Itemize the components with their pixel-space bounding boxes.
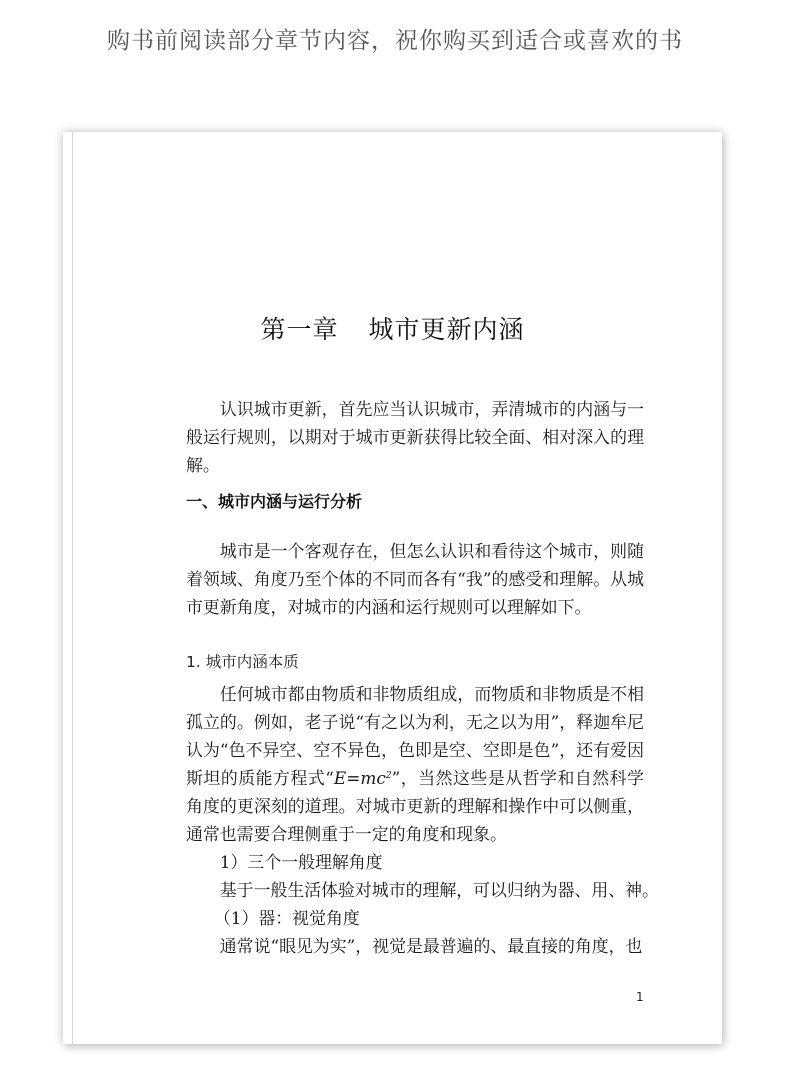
point-text: 基于一般生活体验对城市的理解，可以归纳为器、用、神。 <box>219 880 659 900</box>
chapter-number: 第一章 <box>260 315 339 344</box>
formula <box>334 768 392 788</box>
item-heading: （1）器：视觉角度 <box>213 908 360 928</box>
intro-paragraph: 认识城市更新，首先应当认识城市，弄清城市的内涵与一般运行规则，以期对于城市更新获得比较全面、相对深入的理解。 <box>186 399 644 475</box>
section-paragraph-block <box>186 537 644 621</box>
section-heading: 一、城市内涵与运行分析 <box>186 492 363 511</box>
item-text: 通常说“眼见为实”，视觉是最普遍的、最直接的角度，也 <box>219 936 643 956</box>
subsection-heading: 1. 城市内涵本质 <box>186 653 299 671</box>
points-block <box>186 848 659 960</box>
section-paragraph: 城市是一个客观存在，但怎么认识和看待这个城市，则随着领域、角度乃至个体的不同而各有“我”的感受和理解。从城市更新角度，对城市的内涵和运行规则可以理解如下。 <box>186 541 644 617</box>
formula-base: E=mc <box>333 768 386 788</box>
paragraph-text-part2: ”，当然这些是从哲学和自然科学角度的更深刻的道理。对城市更新的理解和操作中可以侧重，通常也需要合理侧重于一定的角度和现象。 <box>186 768 644 844</box>
chapter-title <box>63 310 722 346</box>
preview-banner: 购书前阅读部分章节内容，祝你购买到适合或喜欢的书 <box>107 28 683 54</box>
subsection-paragraph <box>186 680 644 848</box>
subsection-paragraph-block <box>186 680 644 848</box>
point-heading: 1）三个一般理解角度 <box>219 852 383 872</box>
intro-paragraph-block <box>186 395 644 479</box>
page-number: 1 <box>636 990 644 1004</box>
page-binding-line <box>72 132 73 1044</box>
book-page <box>63 132 722 1044</box>
paragraph-text-part1: 任何城市都由物质和非物质组成，而物质和非物质是不相孤立的。例如，老子说“有之以为利，无之以为用”，释迦牟尼认为“色不异空、空不异色，色即是空、空即是色”，还有爱因斯坦的质能方程式“ <box>186 684 644 788</box>
formula-exponent: 2 <box>385 771 392 781</box>
chapter-name: 城市更新内涵 <box>368 315 525 344</box>
